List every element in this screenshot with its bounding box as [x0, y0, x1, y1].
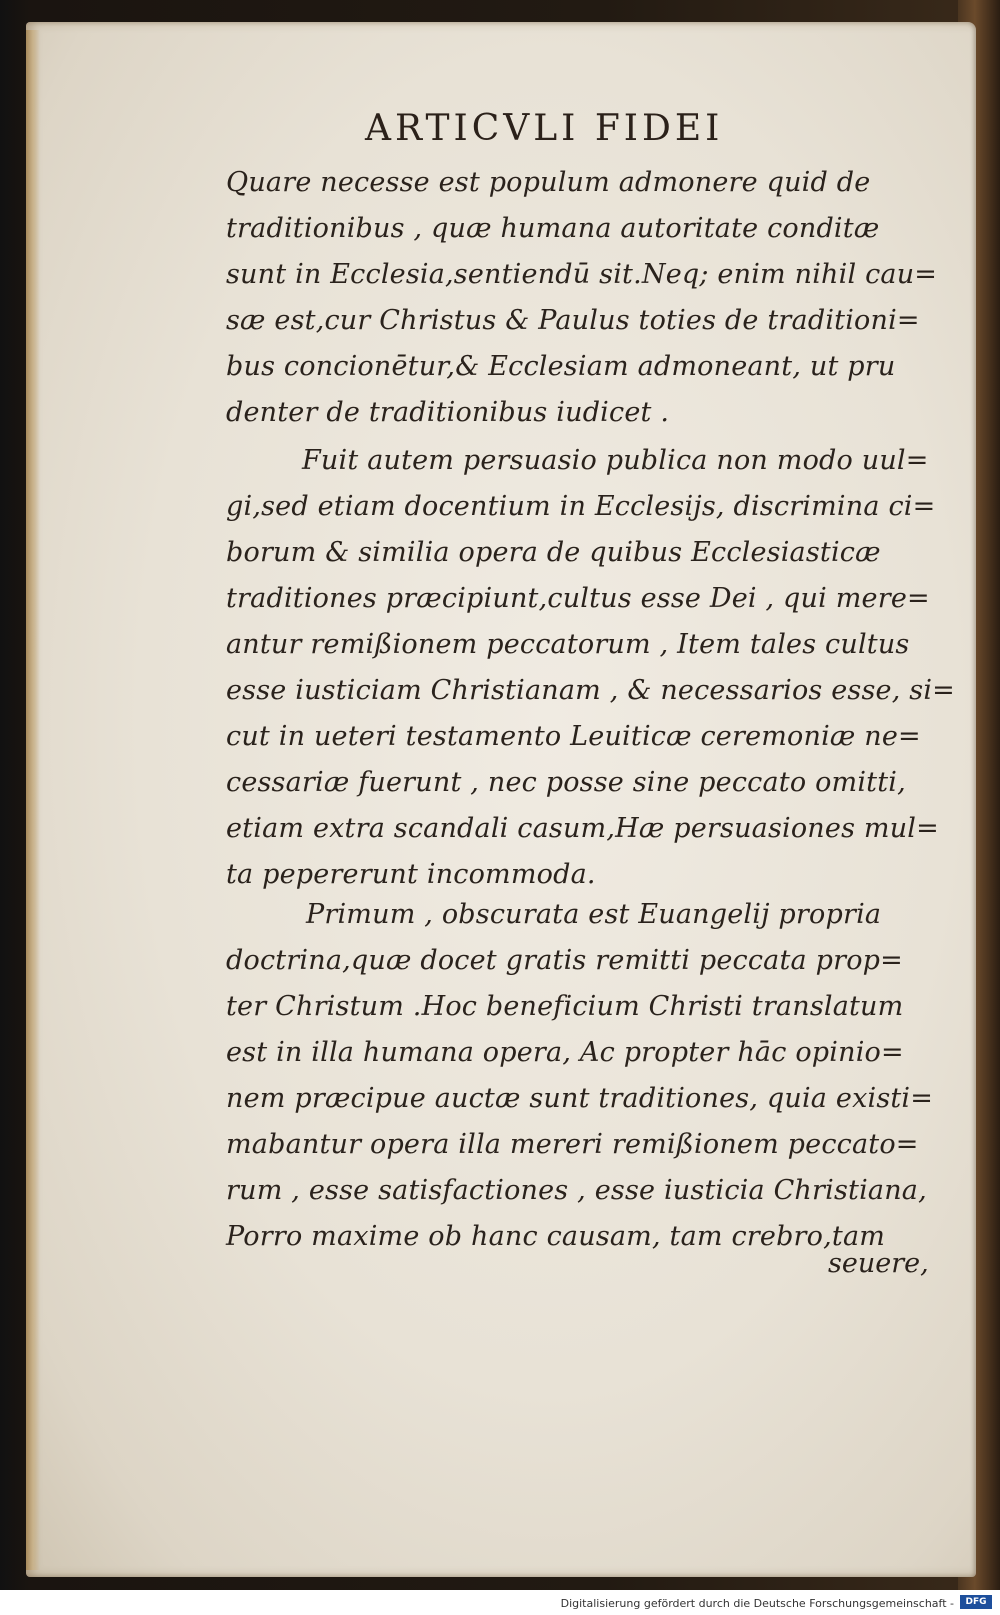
text-line: borum & similia opera de quibus Ecclesiasticæ: [226, 537, 881, 568]
text-line: antur remißionem peccatorum , Item tales cultus: [226, 629, 910, 660]
text-line: esse iusticiam Christianam , & necessarios esse, si=: [226, 675, 955, 706]
funding-credit: Digitalisierung gefördert durch die Deutsche Forschungsgemeinschaft -: [560, 1597, 954, 1610]
text-line: sæ est,cur Christus & Paulus toties de traditioni=: [226, 305, 920, 336]
text-line: ter Christum .Hoc beneficium Christi translatum: [226, 991, 904, 1022]
paragraph-1: [226, 160, 938, 436]
text-line: traditionibus , quæ humana autoritate conditæ: [226, 213, 880, 244]
text-line: traditiones præcipiunt,cultus esse Dei , qui mere=: [226, 583, 930, 614]
text-line: cut in ueteri testamento Leuiticæ ceremoniæ ne=: [226, 721, 921, 752]
running-head: ARTICVLI FIDEI: [365, 108, 724, 149]
text-line: denter de traditionibus iudicet .: [226, 397, 670, 428]
text-line: cessariæ fuerunt , nec posse sine peccato omitti,: [226, 767, 906, 798]
text-line: bus concionētur,& Ecclesiam admoneant, ut pru: [226, 351, 896, 382]
paragraph-2: [226, 438, 955, 898]
text-line: gi,sed etiam docentium in Ecclesijs, discrimina ci=: [226, 491, 936, 522]
dfg-logo: DFG: [960, 1595, 992, 1609]
text-line: ta pepererunt incommoda.: [226, 859, 596, 890]
text-line: Quare necesse est populum admonere quid de: [226, 167, 871, 198]
text-line: est in illa humana opera, Ac propter hāc opinio=: [226, 1037, 904, 1068]
text-line: Fuit autem persuasio publica non modo uul=: [302, 445, 929, 476]
text-line: nem præcipue auctæ sunt traditiones, quia existi=: [226, 1083, 934, 1114]
text-line: etiam extra scandali casum,Hæ persuasiones mul=: [226, 813, 939, 844]
text-line: Porro maxime ob hanc causam, tam crebro,tam: [226, 1221, 886, 1252]
paragraph-3: [226, 892, 934, 1260]
text-line: Primum , obscurata est Euangelij propria: [306, 899, 882, 930]
text-line: sunt in Ecclesia,sentiendū sit.Neq; enim nihil cau=: [226, 259, 938, 290]
text-line: mabantur opera illa mereri remißionem peccato=: [226, 1129, 919, 1160]
catchword: seuere,: [828, 1248, 929, 1279]
text-line: doctrina,quæ docet gratis remitti peccata prop=: [226, 945, 903, 976]
text-line: rum , esse satisfactiones , esse iusticia Christiana,: [226, 1175, 927, 1206]
page-edge-shadow: [26, 30, 40, 1570]
